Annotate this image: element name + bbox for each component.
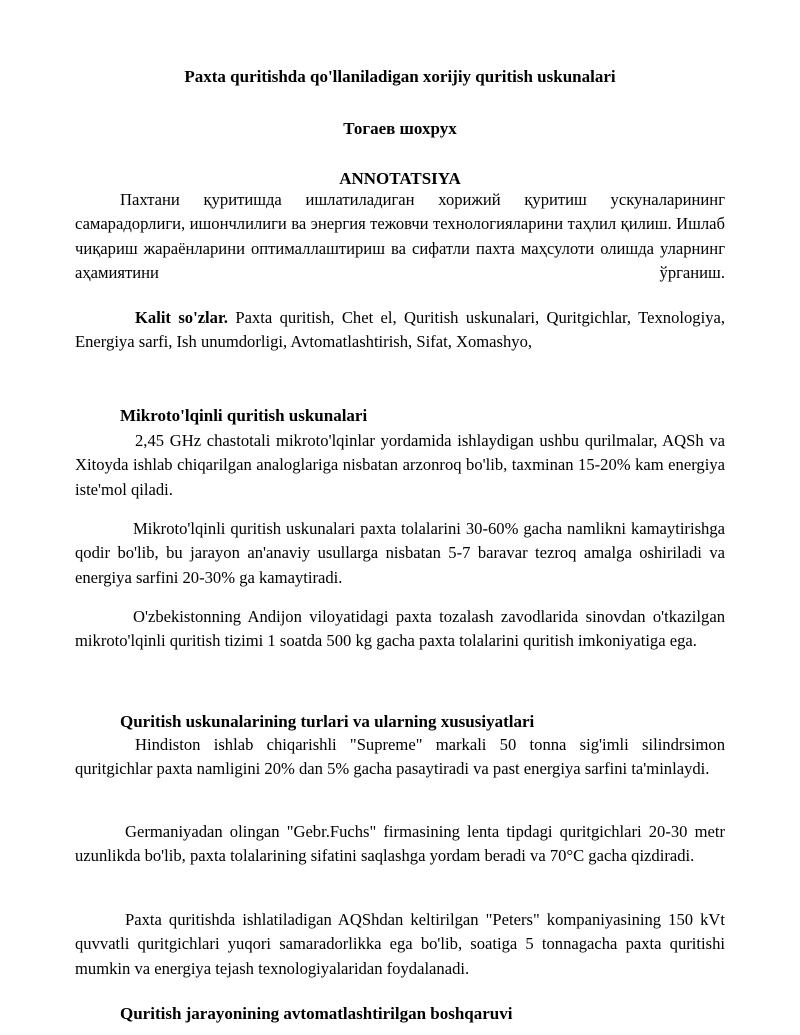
section1-paragraph-3: O'zbekistonning Andijon viloyatidagi paxta tozalash zavodlarida sinovdan o'tkazilgan mikroto'lqinli quritish tizimi 1 soatda 500 kg gacha paxta tolalarini quritish imkoniyatiga ega. xyxy=(75,607,725,651)
section-heading-microwave: Mikroto'lqinli quritish uskunalari xyxy=(120,406,368,425)
keywords-text: Paxta quritish, Chet el, Quritish uskunalari, Quritgichlar, Texnologiya, Energiya sarfi, Ish unumdorligi, Avtomatlashtirish, Sifat, Xomashyo, xyxy=(75,308,725,352)
section-heading-automation: Quritish jarayonining avtomatlashtirilgan boshqaruvi xyxy=(120,1004,513,1023)
section2-paragraph-1: Hindiston ishlab chiqarishli "Supreme" markali 50 tonna sig'imli silindrsimon quritgichlar paxta namligini 20% dan 5% gacha pasaytiradi va past energiya sarfini ta'minlaydi. xyxy=(75,735,725,779)
keywords-paragraph xyxy=(75,306,725,355)
author-name: Тогаев шохрух xyxy=(343,119,457,138)
keywords-label: Kalit so'zlar. xyxy=(135,308,228,327)
section1-paragraph-1: 2,45 GHz chastotali mikroto'lqinlar yordamida ishlaydigan ushbu qurilmalar, AQSh va Xitoyda ishlab chiqarilgan analoglariga nisbatan arzonroq bo'lib, taxminan 15-20% kam energiya iste'mol qiladi. xyxy=(75,431,725,499)
annotation-text: Пахтани қуритишда ишлатиладиган хорижий қуритиш ускуналарининг самарадорлиги, ишончлилиги ва энергия тежовчи технологияларини таҳлил қилиш. Ишлаб чиқариш жараёнларини оптималлаштириш ва сифатли пахта маҳсулоти олишда уларнинг аҳамиятини ўрганиш. xyxy=(75,190,725,282)
section-heading-types: Quritish uskunalarining turlari va ularning xususiyatlari xyxy=(120,712,535,731)
section2-paragraph-2: Germaniyadan olingan "Gebr.Fuchs" firmasining lenta tipdagi quritgichlari 20-30 metr uzunlikda bo'lib, paxta tolalarining sifatini saqlashga yordam beradi va 70°C gacha qizdiradi. xyxy=(75,822,725,866)
annotation-heading: ANNOTATSIYA xyxy=(339,169,461,188)
section2-paragraph-3: Paxta quritishda ishlatiladigan AQShdan keltirilgan "Peters" kompaniyasining 150 kVt quvvatli quritgichlari yuqori samaradorlikka ega bo'lib, soatiga 5 tonnagacha paxta quritishi mumkin va energiya tejash texnologiyalaridan foydalanadi. xyxy=(75,910,725,978)
section1-paragraph-2: Mikroto'lqinli quritish uskunalari paxta tolalarini 30-60% gacha namlikni kamaytirishga qodir bo'lib, bu jarayon an'anaviy usullarga nisbatan 5-7 baravar tezroq amalga oshiriladi va energiya sarfini 20-30% ga kamaytiradi. xyxy=(75,519,725,587)
paper-title: Paxta quritishda qo'llaniladigan xorijiy quritish uskunalari xyxy=(184,67,616,86)
